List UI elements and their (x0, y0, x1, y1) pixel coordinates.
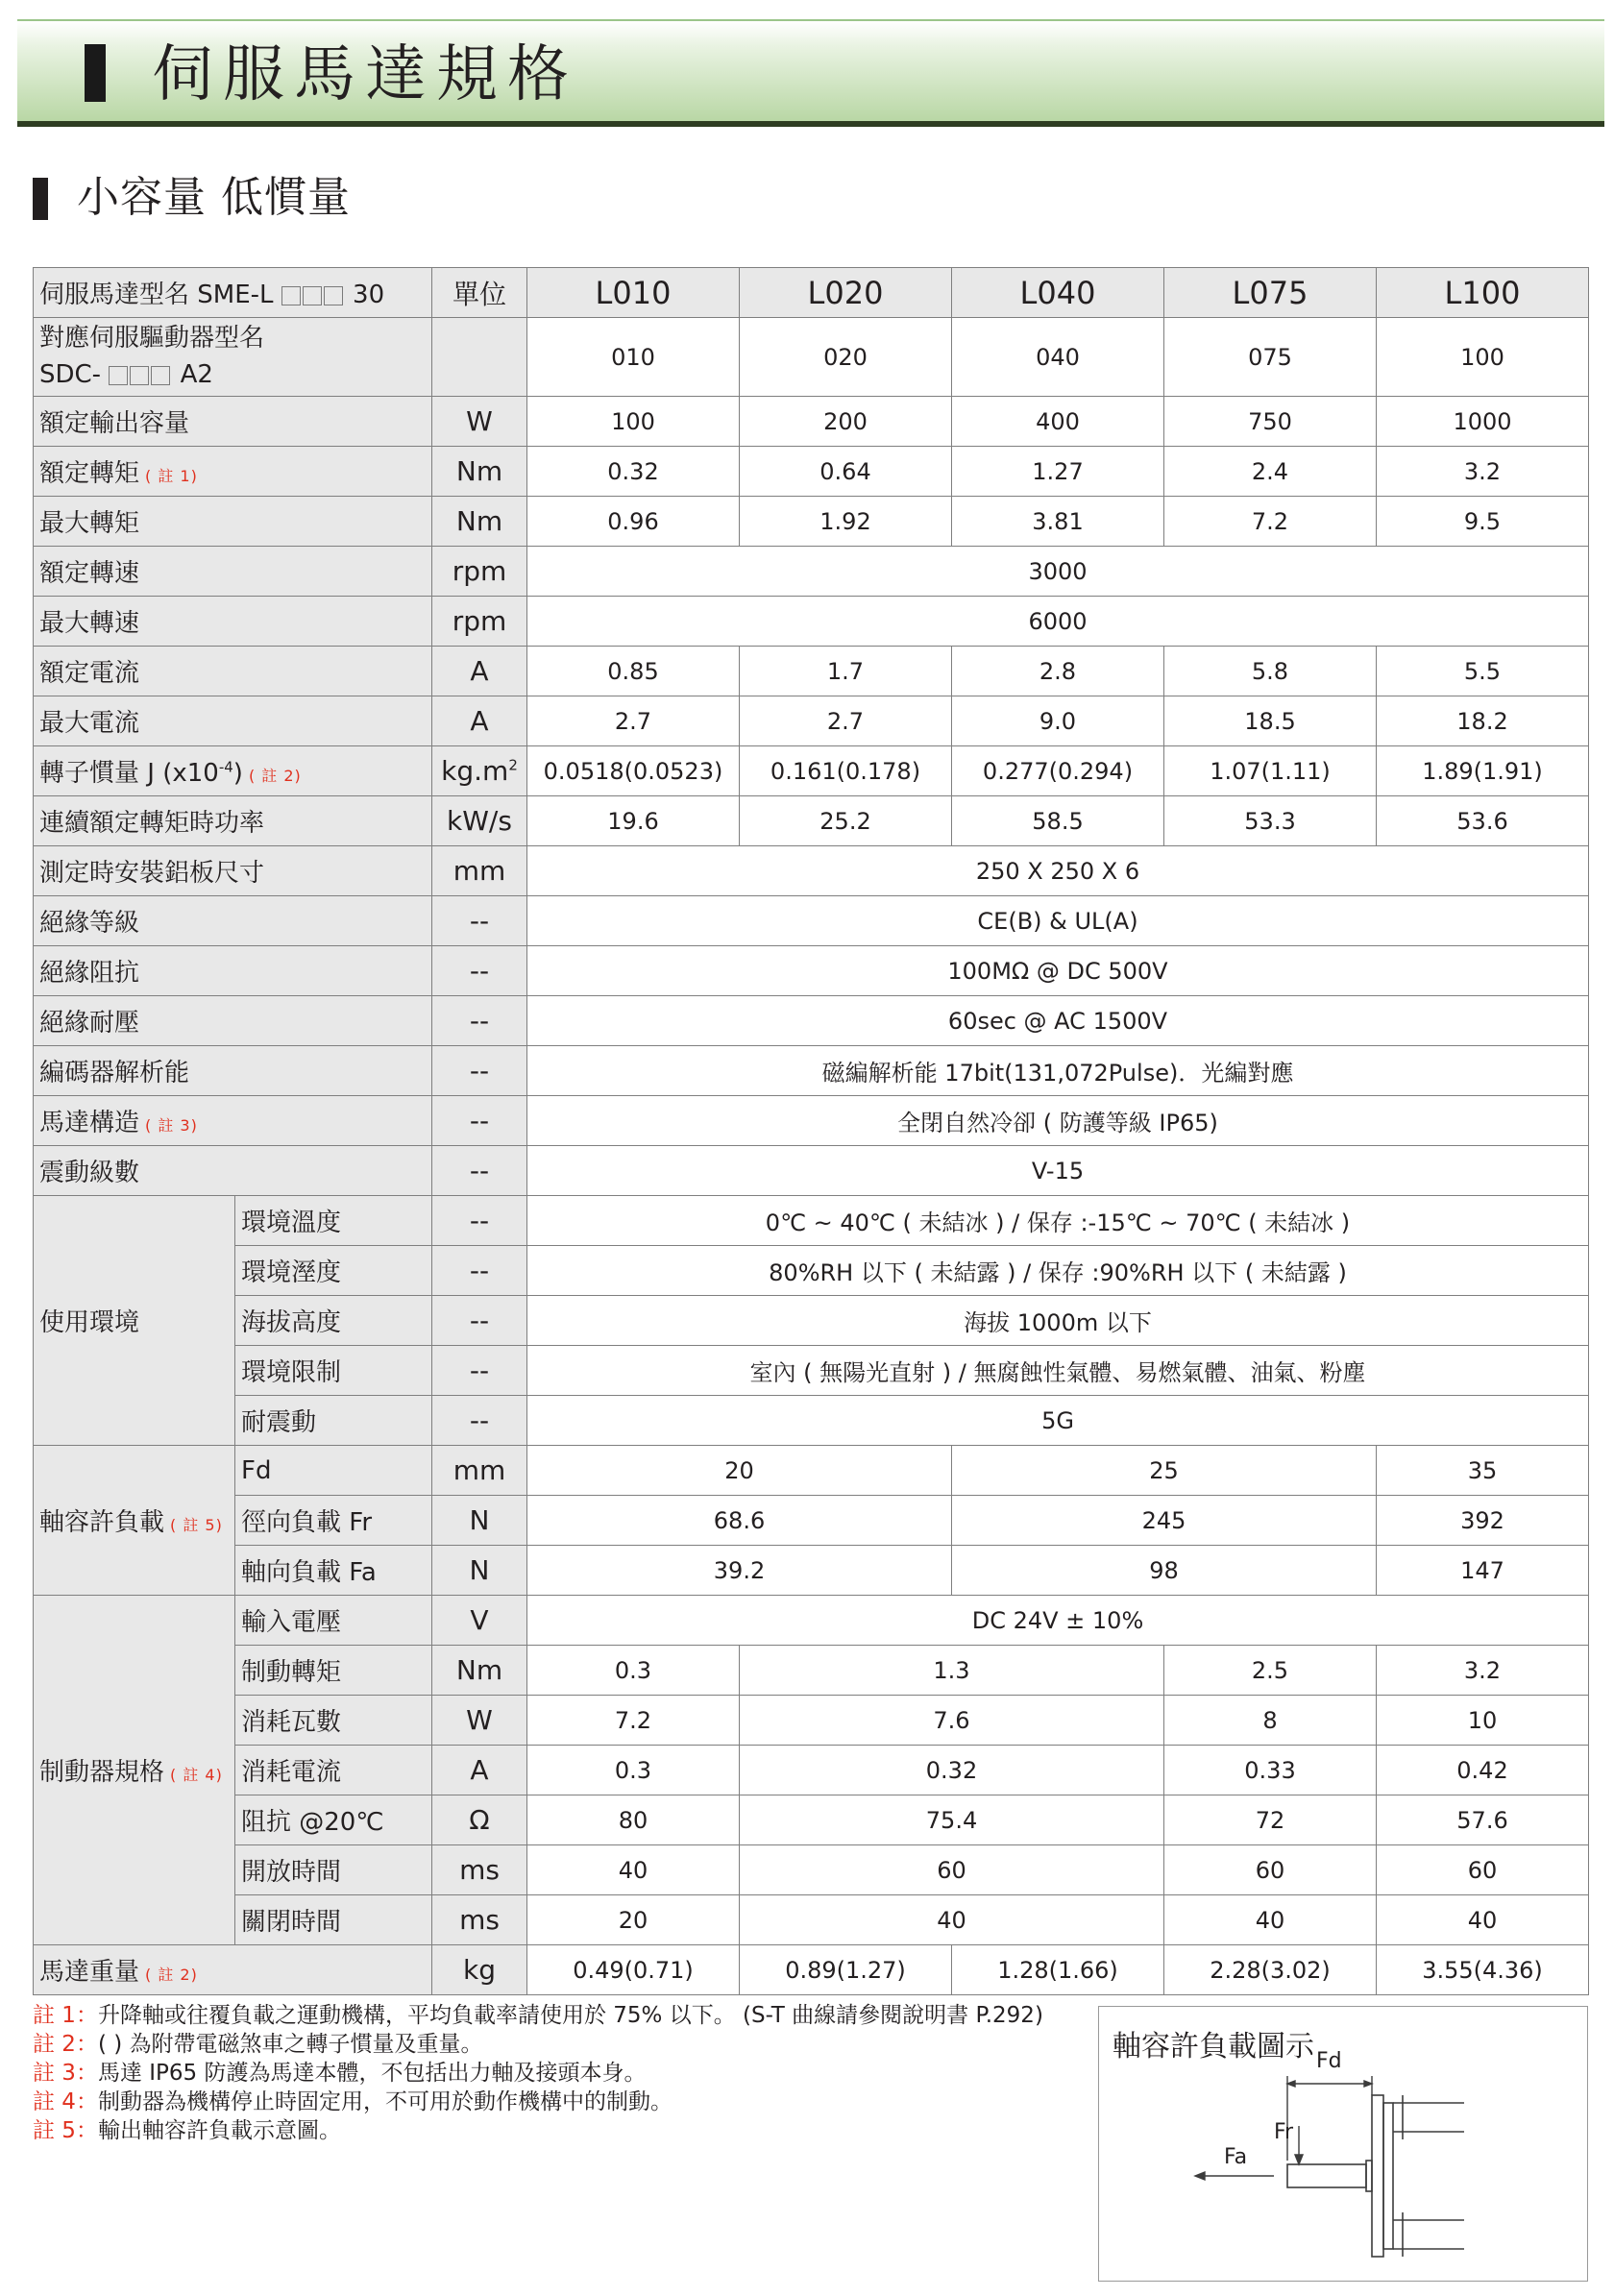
row-label: 關閉時間 (235, 1895, 432, 1945)
table-row (34, 796, 1589, 846)
model-header: L010 (527, 268, 740, 318)
value-cell: 海拔 1000m 以下 (527, 1296, 1589, 1346)
value-cell: 9.0 (952, 696, 1164, 746)
unit-cell: -- (432, 996, 527, 1046)
value-cell: 2.28(3.02) (1164, 1945, 1377, 1995)
row-label: 測定時安裝鋁板尺寸 (34, 846, 432, 896)
value-cell: 9.5 (1377, 497, 1589, 547)
spec-table (33, 267, 1589, 1995)
unit-cell: Nm (432, 497, 527, 547)
unit-cell: -- (432, 1046, 527, 1096)
row-label: 阻抗 @20℃ (235, 1795, 432, 1845)
value-cell: 0.32 (740, 1746, 1164, 1795)
group-label: 制動器規格 ( 註 4) (34, 1596, 235, 1945)
value-cell: 0.64 (740, 447, 952, 497)
value-cell: 3.81 (952, 497, 1164, 547)
value-cell: 3000 (527, 547, 1589, 597)
value-cell: 18.2 (1377, 696, 1589, 746)
value-cell: 1.92 (740, 497, 952, 547)
page-title: 伺服馬達規格 (152, 39, 578, 110)
value-cell: 1.27 (952, 447, 1164, 497)
row-label: 環境限制 (235, 1346, 432, 1396)
fa-label: Fa (1224, 2145, 1248, 2169)
value-cell: 58.5 (952, 796, 1164, 846)
footnotes (33, 2001, 1089, 2145)
note-ref: ( 註 2) (248, 767, 302, 785)
value-cell: 80%RH 以下 ( 未結露 ) / 保存 :90%RH 以下 ( 未結露 ) (527, 1246, 1589, 1296)
footnote: 註 2：( ) 為附帶電磁煞車之轉子慣量及重量。 (33, 2032, 483, 2057)
value-cell: 1.89(1.91) (1377, 746, 1589, 796)
row-label: 最大轉速 (34, 597, 432, 647)
unit-cell: rpm (432, 547, 527, 597)
row-label: 額定電流 (34, 647, 432, 696)
page-banner (17, 19, 1604, 127)
placeholder-boxes (109, 357, 172, 394)
row-label: 消耗電流 (235, 1746, 432, 1795)
model-header: L100 (1377, 268, 1589, 318)
table-row (34, 447, 1589, 497)
value-cell: 1000 (1377, 397, 1589, 447)
row-label: 額定輸出容量 (34, 397, 432, 447)
value-cell: 19.6 (527, 796, 740, 846)
unit-cell: Nm (432, 1646, 527, 1696)
value-cell: 7.6 (740, 1696, 1164, 1746)
section-marker (33, 178, 48, 220)
value-cell: 7.2 (1164, 497, 1377, 547)
unit-cell: -- (432, 896, 527, 946)
value-cell: 60 (1377, 1845, 1589, 1895)
value-cell: 100 (527, 397, 740, 447)
value-cell: 0.42 (1377, 1746, 1589, 1795)
unit-cell: W (432, 397, 527, 447)
value-cell: 8 (1164, 1696, 1377, 1746)
value-cell: 40 (1377, 1895, 1589, 1945)
unit-cell: -- (432, 1196, 527, 1246)
fr-label: Fr (1274, 2120, 1294, 2144)
value-cell: 075 (1164, 318, 1377, 397)
note-ref: ( 註 3) (145, 1116, 198, 1135)
table-row (34, 1596, 1589, 1646)
value-cell: 100 (1377, 318, 1589, 397)
value-cell: 2.8 (952, 647, 1164, 696)
row-label: 環境溫度 (235, 1196, 432, 1246)
row-label: 耐震動 (235, 1396, 432, 1446)
shaft-load-diagram (1098, 2006, 1588, 2282)
value-cell: 0℃ ~ 40℃ ( 未結冰 ) / 保存 :-15℃ ~ 70℃ ( 未結冰 ) (527, 1196, 1589, 1246)
motor-flange (1372, 2095, 1383, 2257)
value-cell: 室內 ( 無陽光直射 ) / 無腐蝕性氣體、易燃氣體、油氣、粉塵 (527, 1346, 1589, 1396)
value-cell: 0.277(0.294) (952, 746, 1164, 796)
value-cell: 1.3 (740, 1646, 1164, 1696)
row-label: 環境溼度 (235, 1246, 432, 1296)
diagram-title: 軸容許負載圖示 (1113, 2030, 1314, 2064)
value-cell: 0.3 (527, 1746, 740, 1795)
motor-shaft (1287, 2164, 1366, 2187)
value-cell: 1.28(1.66) (952, 1945, 1164, 1995)
table-row (34, 996, 1589, 1046)
footnote: 註 3：馬達 IP65 防護為馬達本體，不包括出力軸及接頭本身。 (33, 2061, 647, 2086)
note-ref: ( 註 1) (145, 467, 198, 485)
row-label: 編碼器解析能 (34, 1046, 432, 1096)
value-cell: 0.161(0.178) (740, 746, 952, 796)
value-cell: 40 (740, 1895, 1164, 1945)
row-label: Fd (235, 1446, 432, 1496)
row-label: 震動級數 (34, 1146, 432, 1196)
table-row (34, 597, 1589, 647)
value-cell: V-15 (527, 1146, 1589, 1196)
unit-cell: ms (432, 1845, 527, 1895)
table-row (34, 547, 1589, 597)
unit-cell: -- (432, 946, 527, 996)
section-title: 小容量 低慣量 (77, 173, 351, 222)
shaft-collar (1366, 2161, 1372, 2191)
value-cell: 25 (952, 1446, 1377, 1496)
unit-cell: Nm (432, 447, 527, 497)
value-cell: 39.2 (527, 1546, 952, 1596)
footnote: 註 1：升降軸或往覆負載之運動機構，平均負載率請使用於 75% 以下。 (S-T 曲線請參閱說明書 P.292) (33, 2003, 1043, 2028)
banner-marker (85, 44, 106, 102)
table-row (34, 896, 1589, 946)
unit-cell: -- (432, 1296, 527, 1346)
unit-cell: mm (432, 1446, 527, 1496)
row-label: 絕緣阻抗 (34, 946, 432, 996)
unit-cell: W (432, 1696, 527, 1746)
table-row (34, 846, 1589, 896)
note-ref: ( 註 2) (145, 1966, 198, 1984)
value-cell: 53.3 (1164, 796, 1377, 846)
value-cell: 750 (1164, 397, 1377, 447)
value-cell: 147 (1377, 1546, 1589, 1596)
table-row (34, 946, 1589, 996)
note-ref: ( 註 5) (170, 1516, 223, 1534)
table-row (34, 647, 1589, 696)
value-cell: 40 (527, 1845, 740, 1895)
value-cell: 392 (1377, 1496, 1589, 1546)
value-cell: 98 (952, 1546, 1377, 1596)
value-cell: CE(B) & UL(A) (527, 896, 1589, 946)
value-cell: 200 (740, 397, 952, 447)
value-cell: 5.5 (1377, 647, 1589, 696)
value-cell: 1.07(1.11) (1164, 746, 1377, 796)
unit-cell: -- (432, 1396, 527, 1446)
row-label: 最大電流 (34, 696, 432, 746)
row-label: 額定轉矩 ( 註 1) (34, 447, 432, 497)
value-cell: 7.2 (527, 1696, 740, 1746)
unit-cell: kW/s (432, 796, 527, 846)
value-cell: 全閉自然冷卻 ( 防護等級 IP65) (527, 1096, 1589, 1146)
value-cell: DC 24V ± 10% (527, 1596, 1589, 1646)
unit-cell: $kg.m^2$ (432, 746, 527, 796)
value-cell: 6000 (527, 597, 1589, 647)
table-row (34, 397, 1589, 447)
placeholder-boxes (281, 281, 345, 310)
unit-cell: A (432, 696, 527, 746)
unit-cell: -- (432, 1346, 527, 1396)
table-row (34, 1546, 1589, 1596)
value-cell: 18.5 (1164, 696, 1377, 746)
table-row (34, 1196, 1589, 1246)
value-cell: 020 (740, 318, 952, 397)
unit-header: 單位 (432, 268, 527, 318)
group-label: 軸容許負載 ( 註 5) (34, 1446, 235, 1596)
value-cell: 0.32 (527, 447, 740, 497)
table-row (34, 1646, 1589, 1696)
model-name-label: 伺服馬達型名 SME-L 30 (34, 268, 432, 318)
value-cell: 80 (527, 1795, 740, 1845)
value-cell: 35 (1377, 1446, 1589, 1496)
table-row (34, 1945, 1589, 1995)
table-row (34, 1845, 1589, 1895)
table-row (34, 1146, 1589, 1196)
value-cell: 100MΩ @ DC 500V (527, 946, 1589, 996)
unit-cell: kg (432, 1945, 527, 1995)
unit-cell (432, 318, 527, 397)
unit-cell: -- (432, 1246, 527, 1296)
unit-cell: A (432, 647, 527, 696)
value-cell: 57.6 (1377, 1795, 1589, 1845)
value-cell: 68.6 (527, 1496, 952, 1546)
driver-row (34, 318, 1589, 397)
row-label: 軸向負載 Fa (235, 1546, 432, 1596)
motor-face (1383, 2103, 1393, 2249)
value-cell: 0.33 (1164, 1746, 1377, 1795)
value-cell: 20 (527, 1895, 740, 1945)
fd-label: Fd (1316, 2049, 1342, 2073)
row-label: 制動轉矩 (235, 1646, 432, 1696)
unit-cell: mm (432, 846, 527, 896)
value-cell: 2.7 (527, 696, 740, 746)
row-label: 徑向負載 Fr (235, 1496, 432, 1546)
table-row (34, 696, 1589, 746)
value-cell: 40 (1164, 1895, 1377, 1945)
value-cell: 1.7 (740, 647, 952, 696)
value-cell: 5.8 (1164, 647, 1377, 696)
unit-cell: Ω (432, 1795, 527, 1845)
row-label: 馬達重量 ( 註 2) (34, 1945, 432, 1995)
value-cell: 010 (527, 318, 740, 397)
table-row (34, 1046, 1589, 1096)
value-cell: 2.7 (740, 696, 952, 746)
value-cell: 3.2 (1377, 1646, 1589, 1696)
unit-cell: rpm (432, 597, 527, 647)
row-label: 連續額定轉矩時功率 (34, 796, 432, 846)
model-header: L040 (952, 268, 1164, 318)
value-cell: 250 X 250 X 6 (527, 846, 1589, 896)
unit-cell: V (432, 1596, 527, 1646)
value-cell: 25.2 (740, 796, 952, 846)
footnote: 註 5：輸出軸容許負載示意圖。 (33, 2118, 341, 2143)
value-cell: 245 (952, 1496, 1377, 1546)
table-row (34, 1446, 1589, 1496)
value-cell: 5G (527, 1396, 1589, 1446)
value-cell: 60sec @ AC 1500V (527, 996, 1589, 1046)
row-label: 轉子慣量 J $(x10^{-4})$ ( 註 2) (34, 746, 432, 796)
table-row (34, 1096, 1589, 1146)
value-cell: 2.5 (1164, 1646, 1377, 1696)
table-row (34, 1795, 1589, 1845)
table-row (34, 1296, 1589, 1346)
value-cell: 20 (527, 1446, 952, 1496)
value-cell: 040 (952, 318, 1164, 397)
row-label: 消耗瓦數 (235, 1696, 432, 1746)
row-label: 馬達構造 ( 註 3) (34, 1096, 432, 1146)
unit-cell: A (432, 1746, 527, 1795)
unit-cell: -- (432, 1096, 527, 1146)
row-label: 最大轉矩 (34, 497, 432, 547)
unit-cell: ms (432, 1895, 527, 1945)
table-row (34, 1496, 1589, 1546)
row-label: 開放時間 (235, 1845, 432, 1895)
table-row (34, 1895, 1589, 1945)
value-cell: 0.96 (527, 497, 740, 547)
row-label: 絕緣耐壓 (34, 996, 432, 1046)
value-cell: 60 (1164, 1845, 1377, 1895)
unit-cell: N (432, 1496, 527, 1546)
value-cell: 3.55(4.36) (1377, 1945, 1589, 1995)
value-cell: 400 (952, 397, 1164, 447)
model-header: L075 (1164, 268, 1377, 318)
value-cell: 10 (1377, 1696, 1589, 1746)
table-row (34, 1396, 1589, 1446)
table-row (34, 1346, 1589, 1396)
value-cell: 0.49(0.71) (527, 1945, 740, 1995)
table-row (34, 746, 1589, 796)
value-cell: 53.6 (1377, 796, 1589, 846)
value-cell: 0.0518(0.0523) (527, 746, 740, 796)
value-cell: 72 (1164, 1795, 1377, 1845)
value-cell: 2.4 (1164, 447, 1377, 497)
table-row (34, 1746, 1589, 1795)
table-row (34, 1696, 1589, 1746)
note-ref: ( 註 4) (170, 1766, 223, 1784)
shaft-drawing (1099, 2007, 1589, 2283)
model-header: L020 (740, 268, 952, 318)
value-cell: 0.85 (527, 647, 740, 696)
value-cell: 3.2 (1377, 447, 1589, 497)
value-cell: 磁編解析能 17bit(131,072Pulse)．光編對應 (527, 1046, 1589, 1096)
row-label: 絕緣等級 (34, 896, 432, 946)
row-label: 海拔高度 (235, 1296, 432, 1346)
header-row (34, 268, 1589, 318)
row-label: 額定轉速 (34, 547, 432, 597)
group-label: 使用環境 (34, 1196, 235, 1446)
unit-cell: -- (432, 1146, 527, 1196)
table-row (34, 497, 1589, 547)
value-cell: 60 (740, 1845, 1164, 1895)
value-cell: 75.4 (740, 1795, 1164, 1845)
footnote: 註 4：制動器為機構停止時固定用，不可用於動作機構中的制動。 (33, 2089, 672, 2114)
value-cell: 0.3 (527, 1646, 740, 1696)
table-row (34, 1246, 1589, 1296)
value-cell: 0.89(1.27) (740, 1945, 952, 1995)
row-label: 輸入電壓 (235, 1596, 432, 1646)
unit-cell: N (432, 1546, 527, 1596)
driver-label: 對應伺服驅動器型名 SDC- A2 (34, 318, 432, 397)
